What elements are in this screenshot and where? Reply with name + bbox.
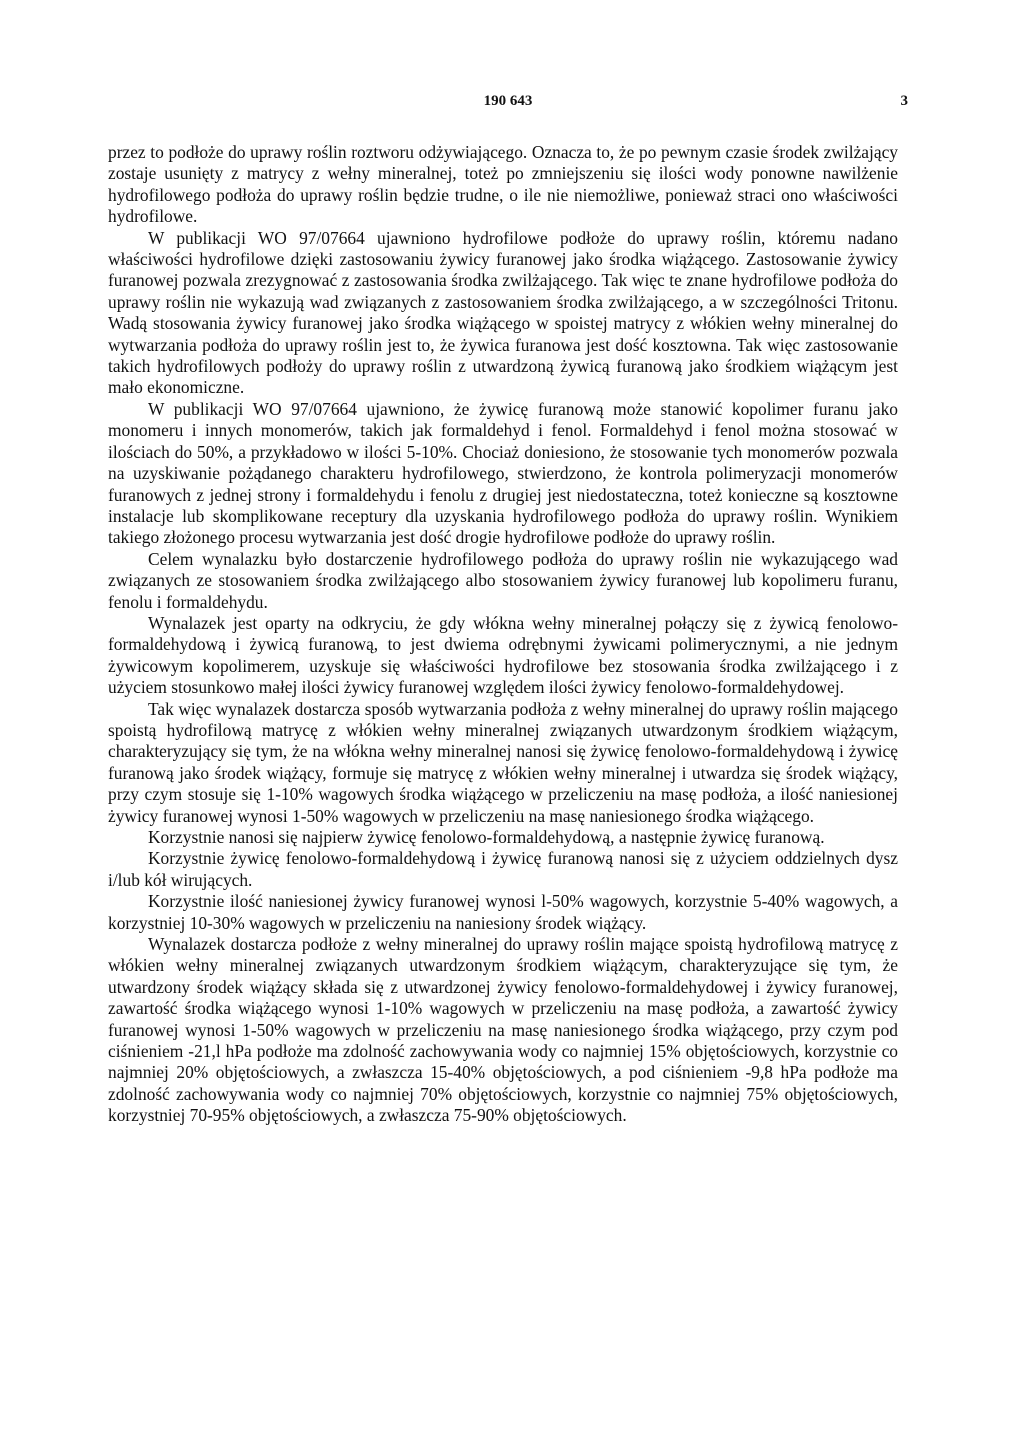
paragraph: W publikacji WO 97/07664 ujawniono hydrofilowe podłoże do uprawy roślin, któremu nadano właściwości hydrofilowe dzięki zastosowaniu żywicy furanowej jako środka wiążącego. Zastosowanie żywicy furanowej pozwala zrezygnować z zastosowania środka zwilżającego. Tak więc te znane hydrofilowe podłoża do uprawy roślin nie wykazują wad związanych z zastosowaniem środka zwilżającego, a w szczególności Tritonu. Wadą stosowania żywicy furanowej jako środka wiążącego w spoistej matrycy z włókien wełny mineralnej do wytwarzania podłoża do uprawy roślin jest to, że żywica furanowa jest dość kosztowna. Tak więc zastosowanie takich hydrofilowych podłoży do uprawy roślin z utwardzoną żywicą furanową jako środkiem wiążącym jest mało ekonomiczne.	[108, 227, 898, 398]
page-number: 3	[900, 93, 908, 109]
paragraph: przez to podłoże do uprawy roślin roztworu odżywiającego. Oznacza to, że po pewnym czasie środek zwilżający zostaje usunięty z matrycy z wełny mineralnej, toteż po zmniejszeniu się ilości wody ponowne nawilżenie hydrofilowego podłoża do uprawy roślin będzie trudne, o ile nie niemożliwe, ponieważ straci ono właściwości hydrofilowe.	[108, 142, 898, 227]
paragraph: Korzystnie nanosi się najpierw żywicę fenolowo-formaldehydową, a następnie żywicę furanową.	[148, 827, 825, 847]
paragraph: Celem wynalazku było dostarczenie hydrofilowego podłoża do uprawy roślin nie wykazującego wad związanych ze stosowaniem środka zwilżającego albo stosowaniem żywicy furanowej lub kopolimeru furanu, fenolu i formaldehydu.	[108, 548, 898, 612]
body-text	[108, 142, 898, 1127]
patent-number: 190 643	[483, 93, 533, 109]
paragraph: Korzystnie ilość naniesionej żywicy furanowej wynosi l-50% wagowych, korzystnie 5-40% wagowych, a korzystniej 10-30% wagowych w przeliczeniu na naniesiony środek wiążący.	[108, 891, 898, 933]
page-header	[108, 93, 908, 115]
paragraph: Wynalazek jest oparty na odkryciu, że gdy włókna wełny mineralnej połączy się z żywicą fenolowo-formaldehydową i żywicą furanową, to jest dwiema odrębnymi żywicami polimerycznymi, a nie jednym żywicowym kopolimerem, uzyskuje się właściwości hydrofilowe bez stosowania środka zwilżającego i z użyciem stosunkowo małej ilości żywicy furanowej względem ilości żywicy fenolowo-formaldehydowej.	[108, 612, 898, 698]
paragraph: Wynalazek dostarcza podłoże z wełny mineralnej do uprawy roślin mające spoistą hydrofilową matrycę z włókien wełny mineralnej związanych utwardzonym środkiem wiążącym, charakteryzujące się tym, że utwardzony środek wiążący składa się z utwardzonej żywicy fenolowo-formaldehydowej i żywicy furanowej, zawartość środka wiążącego wynosi 1-10% wagowych w przeliczeniu na masę podłoża, a zawartość żywicy furanowej wynosi 1-50% wagowych w przeliczeniu na masę naniesionego środka wiążącego, przy czym pod ciśnieniem -21,l hPa podłoże ma zdolność zachowywania wody co najmniej 15% objętościowych, korzystnie co najmniej 20% objętościowych, a zwłaszcza 15-40% objętościowych, a pod ciśnieniem -9,8 hPa podłoże ma zdolność zachowywania wody co najmniej 70% objętościowych, korzystnie co najmniej 75% objętościowych, korzystniej 70-95% objętościowych, a zwłaszcza 75-90% objętościowych.	[108, 934, 898, 1126]
paragraph: Tak więc wynalazek dostarcza sposób wytwarzania podłoża z wełny mineralnej do uprawy roślin mającego spoistą hydrofilową matrycę z włókien wełny mineralnej związanych utwardzonym środkiem wiążącym, charakteryzujący się tym, że na włókna wełny mineralnej nanosi się żywicę fenolowo-formaldehydową i żywicę furanową jako środek wiążący, formuje się matrycę z włókien wełny mineralnej i utwardza się środek wiążący, przy czym stosuje się 1-10% wagowych środka wiążącego w przeliczeniu na masę podłoża, a ilość naniesionej żywicy furanowej wynosi 1-50% wagowych w przeliczeniu na masę naniesionego środka wiążącego.	[108, 698, 898, 826]
paragraph: Korzystnie żywicę fenolowo-formaldehydową i żywicę furanową nanosi się z użyciem oddzielnych dysz i/lub kół wirujących.	[108, 848, 898, 890]
paragraph: W publikacji WO 97/07664 ujawniono, że żywicę furanową może stanowić kopolimer furanu jako monomeru i innych monomerów, takich jak formaldehyd i fenol. Formaldehyd i fenol można stosować w ilościach do 50%, a przykładowo w ilości 5-10%. Chociaż doniesiono, że stosowanie tych monomerów pozwala na uzyskiwanie pożądanego charakteru hydrofilowego, stwierdzono, że kontrola polimeryzacji monomerów furanowych z jednej strony i formaldehydu i fenolu z drugiej jest niedostateczna, toteż konieczne są kosztowne instalacje lub skomplikowane receptury dla uzyskania hydrofilowego podłoża do uprawy roślin. Wynikiem takiego złożonego procesu wytwarzania jest dość drogie hydrofilowe podłoże do uprawy roślin.	[108, 398, 898, 548]
